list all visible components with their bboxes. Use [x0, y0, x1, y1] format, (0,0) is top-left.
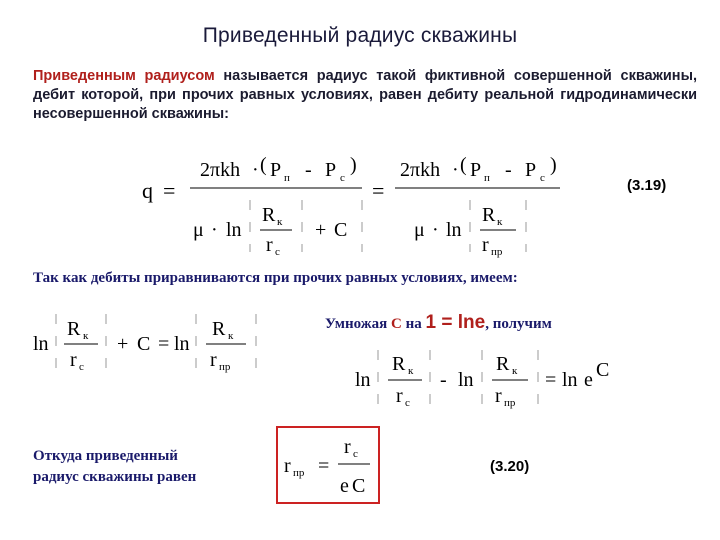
definition-text: называется радиус такой фиктивной совершенной скважины, дебит которой, при прочих равных условиях, равен дебиту реальной гидродинамически несовершенной скважины:: [33, 68, 697, 122]
sym-r: r: [482, 234, 489, 256]
sym-sub-c: с: [275, 246, 280, 258]
sym-plus: +: [315, 219, 327, 241]
multiply-suffix: , получим: [485, 316, 552, 332]
definition-term: Приведенным радиусом: [33, 68, 215, 84]
text-equal-conditions: Так как дебиты приравниваются при прочих равных условиях, имеем:: [33, 270, 518, 286]
sym-r: r: [284, 455, 291, 477]
equation-number-3-20: (3.20): [490, 458, 530, 475]
sym-R: R: [496, 353, 510, 375]
sym-P: P: [525, 159, 537, 181]
sym-ln: ln: [226, 219, 242, 241]
sym-P: P: [325, 159, 337, 181]
sym-R: R: [262, 204, 276, 226]
sym-C: C: [596, 359, 610, 381]
multiply-mid: на: [401, 316, 426, 332]
sym-e: e: [340, 475, 349, 497]
sym-2pikh: 2πkh: [200, 159, 241, 181]
sym-sub-c: с: [340, 172, 345, 184]
sym-2pikh: 2πkh: [400, 159, 441, 181]
sym-dot: ·: [432, 219, 439, 241]
sym-R: R: [67, 318, 81, 340]
sym-equals: =: [158, 333, 170, 355]
where-line-1: Откуда приведенный: [33, 448, 178, 464]
sym-sub-p: п: [284, 172, 290, 184]
sym-mu: μ: [193, 219, 204, 241]
sym-equals: =: [318, 455, 330, 477]
sym-paren-r: ): [550, 154, 557, 176]
where-line-2: радиус скважины равен: [33, 469, 197, 485]
sym-R: R: [482, 204, 496, 226]
sym-minus: -: [440, 369, 447, 391]
sym-e: e: [584, 369, 593, 391]
sym-minus: -: [305, 159, 312, 181]
sym-ln: ln: [355, 369, 371, 391]
multiply-prefix: Умножая: [325, 316, 392, 332]
sym-sub-pr: пр: [491, 246, 503, 258]
sym-minus: -: [505, 159, 512, 181]
sym-equals: =: [372, 178, 385, 203]
sym-plus: +: [117, 333, 129, 355]
sym-sub-c: с: [79, 361, 84, 373]
sym-sub-pr: пр: [504, 397, 516, 409]
sym-ln: ln: [446, 219, 462, 241]
sym-r: r: [266, 234, 273, 256]
sym-sub-p: п: [484, 172, 490, 184]
sym-ln: ln: [458, 369, 474, 391]
sym-C: C: [334, 219, 348, 241]
sym-paren-r: ): [350, 154, 357, 176]
sym-R: R: [212, 318, 226, 340]
sym-r: r: [495, 385, 502, 407]
sym-ln: ln: [174, 333, 190, 355]
sym-sub-pr: пр: [293, 467, 305, 479]
sym-equals: =: [163, 178, 176, 203]
sym-r: r: [210, 349, 217, 371]
sym-dot: ·: [211, 219, 218, 241]
sym-dot: ·: [452, 159, 459, 181]
sym-sub-k: к: [83, 330, 89, 342]
sym-C: C: [137, 333, 151, 355]
sym-dot: ·: [252, 159, 259, 181]
sym-sub-k: к: [277, 216, 283, 228]
sym-q: q: [142, 178, 153, 203]
sym-r: r: [396, 385, 403, 407]
sym-r: r: [344, 436, 351, 458]
sym-equals: =: [545, 369, 557, 391]
sym-mu: μ: [414, 219, 425, 241]
sym-sub-c: с: [405, 397, 410, 409]
sym-sub-k: к: [512, 365, 518, 377]
sym-sub-k: к: [497, 216, 503, 228]
sym-sub-k: к: [228, 330, 234, 342]
sym-r: r: [70, 349, 77, 371]
sym-P: P: [270, 159, 282, 181]
sym-sub-pr: пр: [219, 361, 231, 373]
sym-paren-l: (: [260, 154, 267, 176]
sym-sub-k: к: [408, 365, 414, 377]
sym-P: P: [470, 159, 482, 181]
multiply-expr: 1 = lne: [425, 312, 486, 333]
slide-title: Приведенный радиус скважины: [202, 24, 518, 47]
sym-R: R: [392, 353, 406, 375]
multiply-var: С: [391, 316, 402, 332]
sym-paren-l: (: [460, 154, 467, 176]
sym-ln: ln: [562, 369, 578, 391]
sym-sub-c: с: [540, 172, 545, 184]
sym-ln: ln: [33, 333, 49, 355]
sym-sub-c: с: [353, 448, 358, 460]
sym-C: C: [352, 475, 366, 497]
equation-number-3-19: (3.19): [627, 177, 667, 194]
